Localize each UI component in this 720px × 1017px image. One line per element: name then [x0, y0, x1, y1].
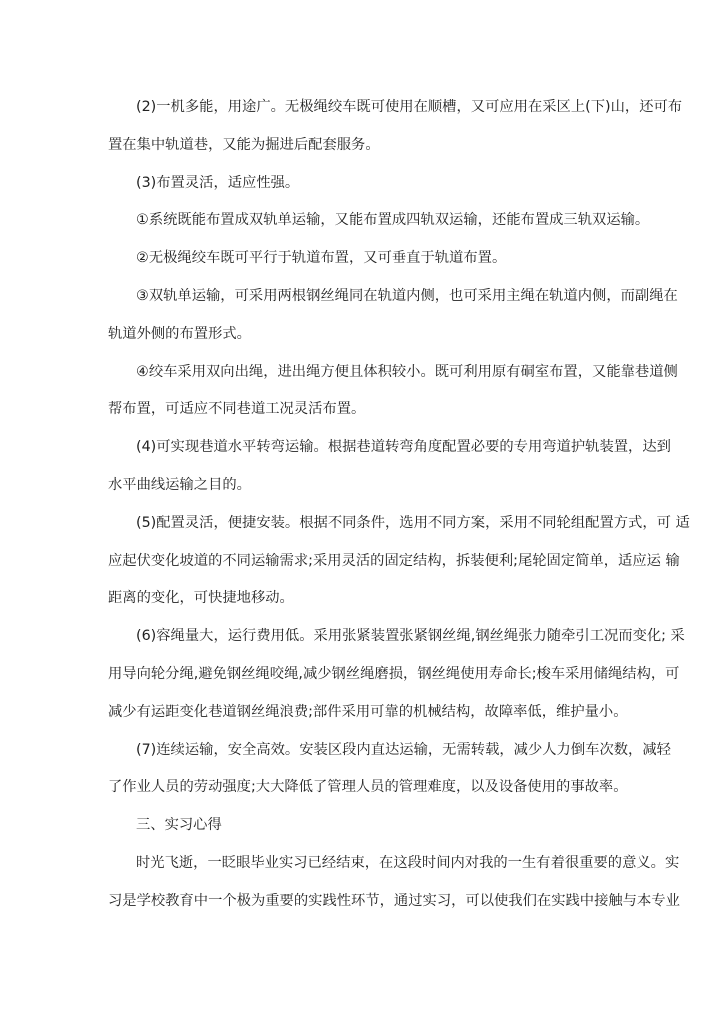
paragraph-line: 应起伏变化坡道的不同运输需求;采用灵活的固定结构，拆装便利;尾轮固定简单，适应运 输 — [108, 552, 680, 569]
paragraph-line: 置在集中轨道巷，又能为掘进后配套服务。 — [108, 136, 380, 153]
paragraph-line: 帮布置，可适应不同巷道工况灵活布置。 — [108, 401, 366, 418]
paragraph-first-line: ①系统既能布置成双轨单运输，又能布置成四轨双运输，还能布置成三轨双运输。 — [136, 212, 650, 229]
paragraph-first-line: ②无极绳绞车既可平行于轨道布置，又可垂直于轨道布置。 — [136, 250, 507, 267]
paragraph-first-line: (3)布置灵活，适应性强。 — [136, 174, 300, 191]
paragraph-line: 距离的变化，可快捷地移动。 — [108, 590, 294, 607]
paragraph-first-line: (5)配置灵活，便捷安装。根据不同条件，选用不同方案，采用不同轮组配置方式，可 适 — [136, 514, 690, 531]
paragraph-line: 习是学校教育中一个极为重要的实践性环节，通过实习，可以使我们在实践中接触与本专业 — [108, 892, 680, 909]
paragraph-first-line: 三、实习心得 — [136, 817, 222, 834]
paragraph-line: 减少有运距变化巷道钢丝绳浪费;部件采用可靠的机械结构，故障率低，维护量小。 — [108, 703, 628, 720]
paragraph-first-line: ③双轨单运输，可采用两根钢丝绳同在轨道内侧，也可采用主绳在轨道内侧，而副绳在 — [136, 288, 678, 304]
paragraph-first-line: (6)容绳量大，运行费用低。采用张紧装置张紧钢丝绳,钢丝绳张力随牵引工况而变化; 采 — [136, 628, 685, 645]
paragraph-line: 用导向轮分绳,避免钢丝绳咬绳,减少钢丝绳磨损，钢丝绳使用寿命长;梭车采用储绳结构，可 — [108, 666, 680, 682]
paragraph-first-line: (7)连续运输，安全高效。安装区段内直达运输，无需转载，减少人力倒车次数，减轻 — [136, 741, 671, 758]
paragraph-line: 轨道外侧的布置形式。 — [108, 325, 251, 342]
paragraph-first-line: (2)一机多能，用途广。无极绳绞车既可使用在顺槽，又可应用在采区上(下)山，还可布 — [136, 99, 683, 115]
paragraph-first-line: 时光飞逝，一眨眼毕业实习已经结束，在这段时间内对我的一生有着很重要的意义。实 — [136, 855, 680, 871]
paragraph-first-line: ④绞车采用双向出绳，进出绳方便且体积较小。既可利用原有硐室布置，又能靠巷道侧 — [136, 363, 678, 380]
paragraph-first-line: (4)可实现巷道水平转弯运输。根据巷道转弯角度配置必要的专用弯道护轨装置，达到 — [136, 439, 671, 456]
paragraph-line: 水平曲线运输之目的。 — [108, 477, 251, 493]
paragraph-line: 了作业人员的劳动强度;大大降低了管理人员的管理难度，以及设备使用的事故率。 — [108, 779, 628, 796]
